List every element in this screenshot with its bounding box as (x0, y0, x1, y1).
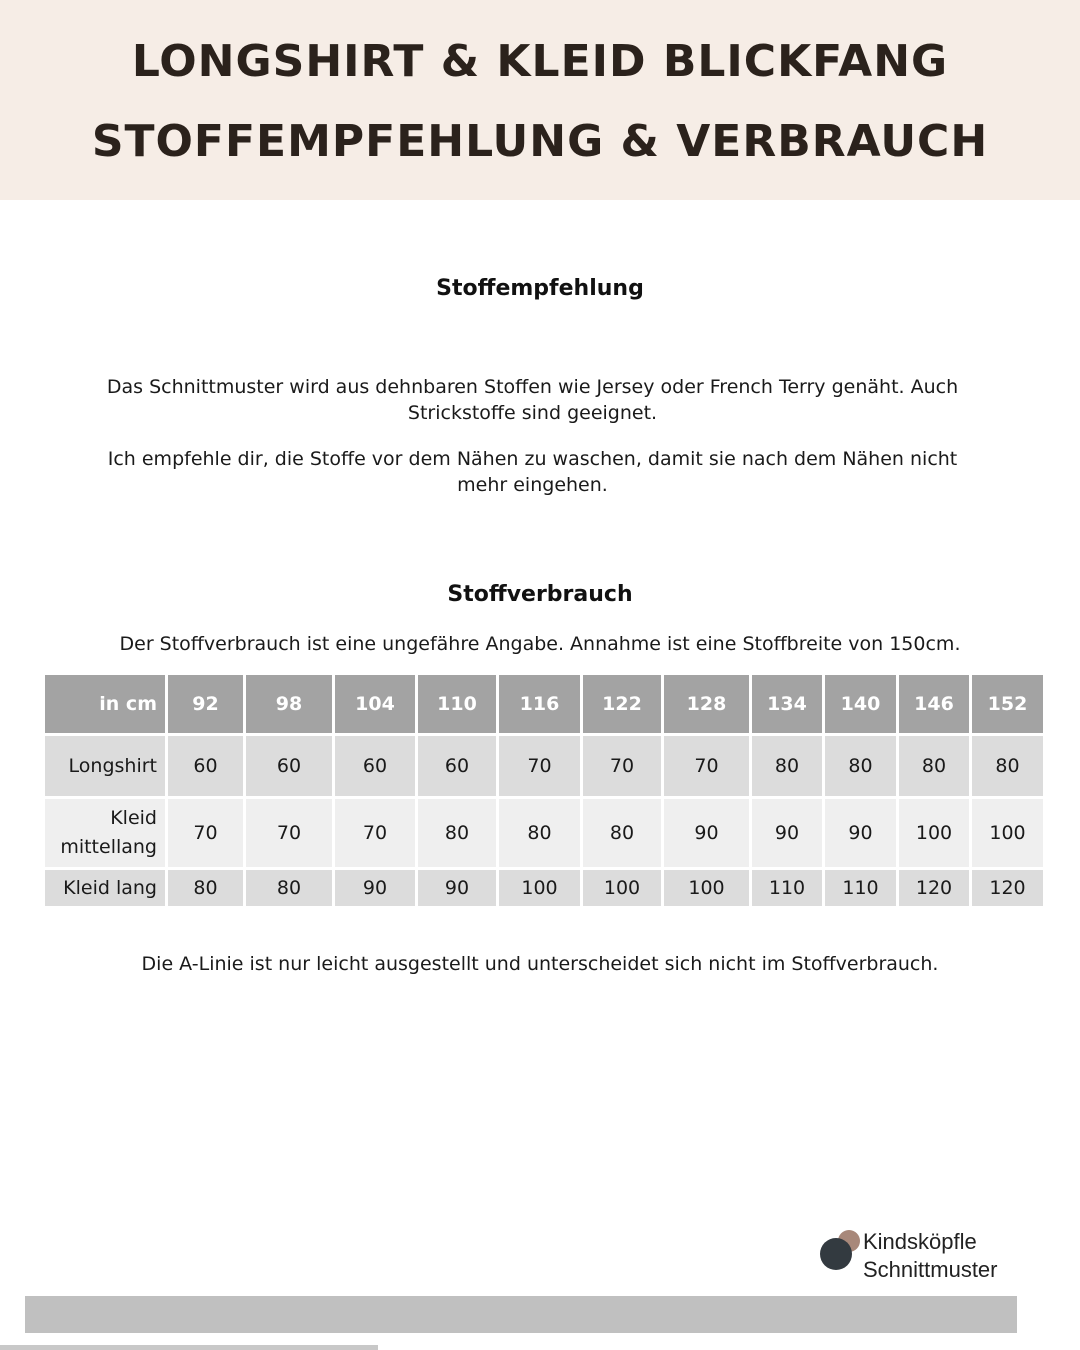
table-cell: 110 (752, 870, 822, 906)
table-cell: 80 (418, 799, 496, 867)
table-cell: 90 (752, 799, 822, 867)
table-cell: 70 (583, 736, 661, 796)
table-cell: 80 (972, 736, 1043, 796)
table-cell: 60 (246, 736, 332, 796)
table-row-longshirt (45, 736, 1043, 796)
page-header (0, 0, 1080, 200)
table-cell: 90 (825, 799, 896, 867)
table-row-kleid-lang (45, 870, 1043, 906)
usage-intro: Der Stoffverbrauch ist eine ungefähre Angabe. Annahme ist eine Stoffbreite von 150cm. (119, 633, 961, 655)
row-label-line: mittellang (60, 836, 157, 858)
footer-bar (25, 1296, 1017, 1333)
table-cell: 80 (899, 736, 969, 796)
logo-line-1: Kindsköpfle (863, 1229, 977, 1254)
size-header-cell: 152 (972, 675, 1043, 733)
logo-dot-dark-icon (820, 1238, 852, 1270)
footer-progress-line (0, 1345, 378, 1350)
size-header-cell: 98 (246, 675, 332, 733)
table-cell: 120 (899, 870, 969, 906)
size-header-cell: 128 (664, 675, 749, 733)
brand-logo (820, 1228, 1020, 1288)
table-cell: 80 (752, 736, 822, 796)
size-header-cell: 116 (499, 675, 580, 733)
unit-header-cell: in cm (45, 675, 165, 733)
logo-line-2: Schnittmuster (863, 1257, 998, 1282)
table-cell: 90 (335, 870, 415, 906)
recommendation-paragraph-1: Das Schnittmuster wird aus dehnbaren Stoffen wie Jersey oder French Terry genäht. Auch Strickstoffe sind geeignet. (106, 376, 959, 424)
size-header-cell: 146 (899, 675, 969, 733)
row-label (45, 799, 165, 867)
size-header-cell: 140 (825, 675, 896, 733)
size-header-cell: 92 (168, 675, 243, 733)
logo-text (863, 1228, 998, 1284)
table-cell: 100 (499, 870, 580, 906)
table-cell: 60 (335, 736, 415, 796)
usage-note: Die A-Linie ist nur leicht ausgestellt und unterscheidet sich nicht im Stoffverbrauch. (141, 953, 939, 975)
table-cell: 100 (664, 870, 749, 906)
row-label: Kleid lang (45, 870, 165, 906)
table-cell: 70 (664, 736, 749, 796)
table-cell: 70 (499, 736, 580, 796)
table-cell: 60 (168, 736, 243, 796)
page-title: LONGSHIRT & KLEID BLICKFANG (131, 36, 949, 87)
row-label: Longshirt (45, 736, 165, 796)
table-cell: 110 (825, 870, 896, 906)
size-header-cell: 110 (418, 675, 496, 733)
table-cell: 120 (972, 870, 1043, 906)
table-cell: 100 (899, 799, 969, 867)
table-cell: 90 (664, 799, 749, 867)
table-cell: 90 (418, 870, 496, 906)
table-row-kleid-mittellang (45, 799, 1043, 867)
usage-heading: Stoffverbrauch (447, 582, 633, 607)
recommendation-heading: Stoffempfehlung (436, 276, 644, 301)
recommendation-paragraph-2: Ich empfehle dir, die Stoffe vor dem Nähen zu waschen, damit sie nach dem Nähen nicht mehr eingehen. (107, 448, 958, 496)
table-cell: 80 (246, 870, 332, 906)
table-cell: 70 (246, 799, 332, 867)
table-cell: 80 (499, 799, 580, 867)
table-cell: 80 (825, 736, 896, 796)
size-header-cell: 104 (335, 675, 415, 733)
size-header-cell: 122 (583, 675, 661, 733)
table-header-row (45, 675, 1043, 733)
table-cell: 100 (583, 870, 661, 906)
table-cell: 60 (418, 736, 496, 796)
table-cell: 70 (168, 799, 243, 867)
table-cell: 80 (583, 799, 661, 867)
page-subtitle: STOFFEMPFEHLUNG & VERBRAUCH (91, 116, 989, 167)
table-cell: 70 (335, 799, 415, 867)
row-label-line: Kleid (110, 807, 157, 829)
size-header-cell: 134 (752, 675, 822, 733)
table-cell: 100 (972, 799, 1043, 867)
fabric-usage-table (42, 672, 1046, 909)
table-cell: 80 (168, 870, 243, 906)
